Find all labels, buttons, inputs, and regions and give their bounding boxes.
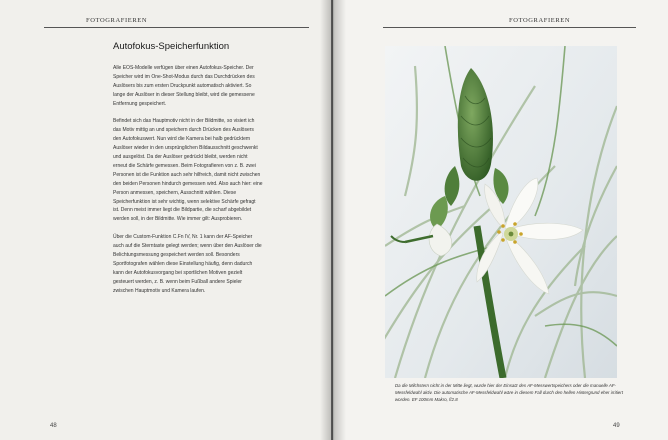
flower-photo — [385, 46, 617, 378]
page-number-right: 49 — [613, 423, 620, 429]
running-head-right: FOTOGRAFIEREN — [509, 17, 571, 24]
left-page — [0, 0, 331, 440]
right-page — [333, 0, 668, 440]
header-rule-right — [383, 27, 636, 28]
header-rule-left — [44, 27, 309, 28]
body-text — [113, 64, 263, 304]
book-gutter — [320, 0, 346, 440]
paragraph-2: Befindet sich das Hauptmotiv nicht in der Bildmitte, so visiert ich das Motiv mittig an und speichern durch Drücken des Auslösers den Autofokuswert. Nun wird die Kamera bei halb gedrücktem Auslöser wieder in den ursprünglichen Bildausschnitt geschwenkt und ausgelöst. Da der Auslöser gedrückt bleibt, werden nicht erneut die Schärfe gemessen. Beim Fotografieren von z. B. zwei Personen ist die Funktion auch sehr hilfreich, damit nicht zwischen den beiden Personen hindurch gemessen wird. Also auch hier: eine Person anmessen, speichern, Ausschnitt wählen. Diese Speicherfunktion ist sehr wichtig, wenn selektive Schärfe gefragt ist. Denn meist immer liegt die Bildpartie, die scharf abgebildet werden soll, in der Bildmitte. Wie immer gilt: Ausprobieren. — [113, 118, 263, 223]
running-head-left: FOTOGRAFIEREN — [86, 17, 148, 24]
page-number-left: 48 — [50, 423, 57, 429]
section-heading: Autofokus-Speicherfunktion — [113, 41, 230, 52]
paragraph-3: Über die Custom-Funktion C.Fn IV, Nr. 1 kann der AF-Speicher auch auf die Sterntaste gelegt werden; wenn über den Auslöser die Belichtungsmessung gespeichert werden soll. Besonders Sportfotografen wählen diese Einstellung häufig, denn dadurch kann der Autofokusvorgang bei sportlichen Motiven gezielt gesteuert werden, z. B. wenn beim Fußball andere Spieler zwischen Hauptmotiv und Kamera laufen. — [113, 234, 262, 294]
paragraph-1: Alle EOS-Modelle verfügen über einen Autofokus-Speicher. Der Speicher wird im One-Shot-Modus durch das Durchdrücken des Auslösers bis zum ersten Druckpunkt automatisch aktiviert. So lange der Auslöser in dieser Stellung bleibt, wird die gemessene Entfernung gespeichert. — [113, 65, 255, 107]
photo-caption: Da die Milchstern nicht in der Mitte liegt, wurde hier der Einsatz des AF-Messwertspeichers oder die manuelle AF-Messfeldwahl aktiv. Die automatische AF-Messfeldwahl wäre in diesem Fall durch den hellen Hintergrund eher irritiert worden. EF 100mm Makro, f/2.8 — [395, 383, 623, 402]
flower-illustration — [385, 46, 617, 378]
